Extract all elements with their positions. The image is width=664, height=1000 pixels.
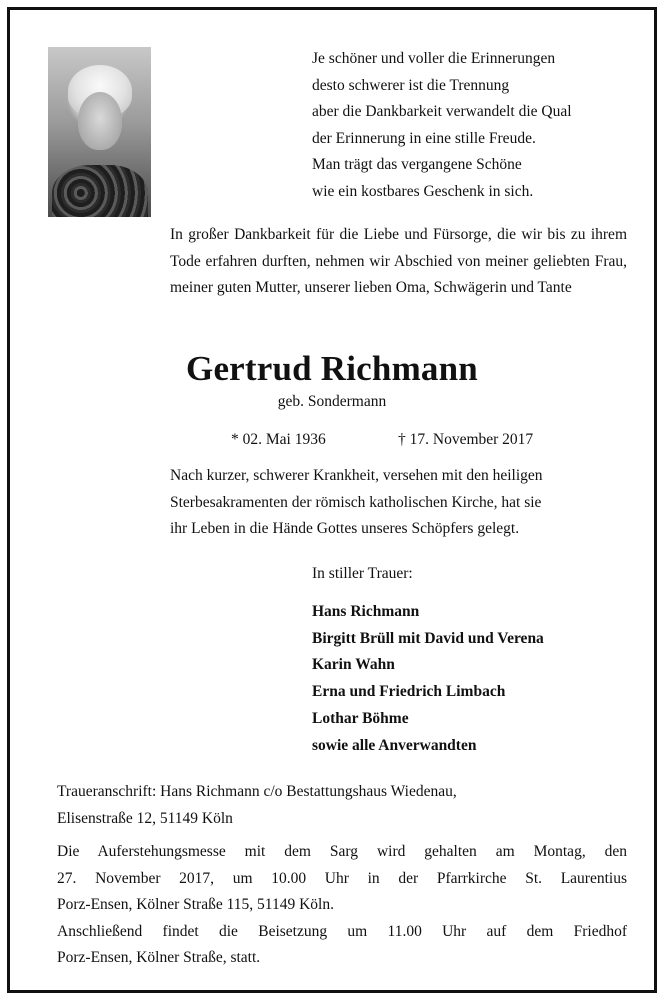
birth-name: geb. Sondermann xyxy=(277,393,387,410)
deceased-name: Gertrud Richmann xyxy=(186,349,478,388)
birth-date: * 02. Mai 1936 xyxy=(231,431,326,448)
portrait-photo xyxy=(48,47,151,217)
poem-line: Man trägt das vergangene Schöne xyxy=(312,156,522,174)
portrait-clothing xyxy=(52,165,148,217)
mourner-name: Lothar Böhme xyxy=(312,709,409,727)
mourner-name: Karin Wahn xyxy=(312,656,395,674)
poem-line: aber die Dankbarkeit verwandelt die Qual xyxy=(312,103,572,121)
intro-paragraph: In großer Dankbarkeit für die Liebe und Fürsorge, die wir bis zu ihrem Tode erfahren durften, nehmen wir Abschied von meiner geliebten Frau, meiner guten Mutter, unserer lieben Oma, Schwägerin und Tante xyxy=(170,226,627,297)
mourner-name: Birgitt Brüll mit David und Verena xyxy=(312,629,544,647)
mourning-address xyxy=(57,779,637,832)
portrait-face xyxy=(78,92,122,150)
mourner-name: sowie alle Anverwandten xyxy=(312,736,477,754)
mourner-name: Hans Richmann xyxy=(312,603,420,620)
service-line: Anschließend findet die Beisetzung um 11.00 Uhr auf dem Friedhof xyxy=(57,922,627,940)
death-line: Sterbesakramenten der römisch katholischen Kirche, hat sie xyxy=(170,493,542,511)
service-details xyxy=(57,839,627,972)
death-date: † 17. November 2017 xyxy=(398,431,534,448)
death-line: Nach kurzer, schwerer Krankheit, versehen mit den heiligen xyxy=(170,467,543,484)
death-line: ihr Leben in die Hände Gottes unseres Schöpfers gelegt. xyxy=(170,520,520,538)
address-line: Traueranschrift: Hans Richmann c/o Bestattungshaus Wiedenau, xyxy=(57,783,457,800)
mourner-name: Erna und Friedrich Limbach xyxy=(312,683,506,701)
service-line: Porz-Ensen, Kölner Straße, statt. xyxy=(57,949,261,967)
service-line: Die Auferstehungsmesse mit dem Sarg wird gehalten am Montag, den xyxy=(57,843,627,860)
poem-line: Je schöner und voller die Erinnerungen xyxy=(312,50,556,67)
memorial-poem xyxy=(312,46,642,206)
poem-line: der Erinnerung in eine stille Freude. xyxy=(312,129,536,147)
mourning-label: In stiller Trauer: xyxy=(312,565,413,582)
poem-line: desto schwerer ist die Trennung xyxy=(312,76,510,94)
poem-line: wie ein kostbares Geschenk in sich. xyxy=(312,182,534,200)
service-line: Porz-Ensen, Kölner Straße 115, 51149 Köln. xyxy=(57,896,334,914)
death-paragraph xyxy=(170,463,610,543)
mourners-list xyxy=(312,599,544,759)
service-line: 27. November 2017, um 10.00 Uhr in der Pfarrkirche St. Laurentius xyxy=(57,869,627,887)
address-line: Elisenstraße 12, 51149 Köln xyxy=(57,809,233,827)
obituary-frame xyxy=(7,7,657,993)
